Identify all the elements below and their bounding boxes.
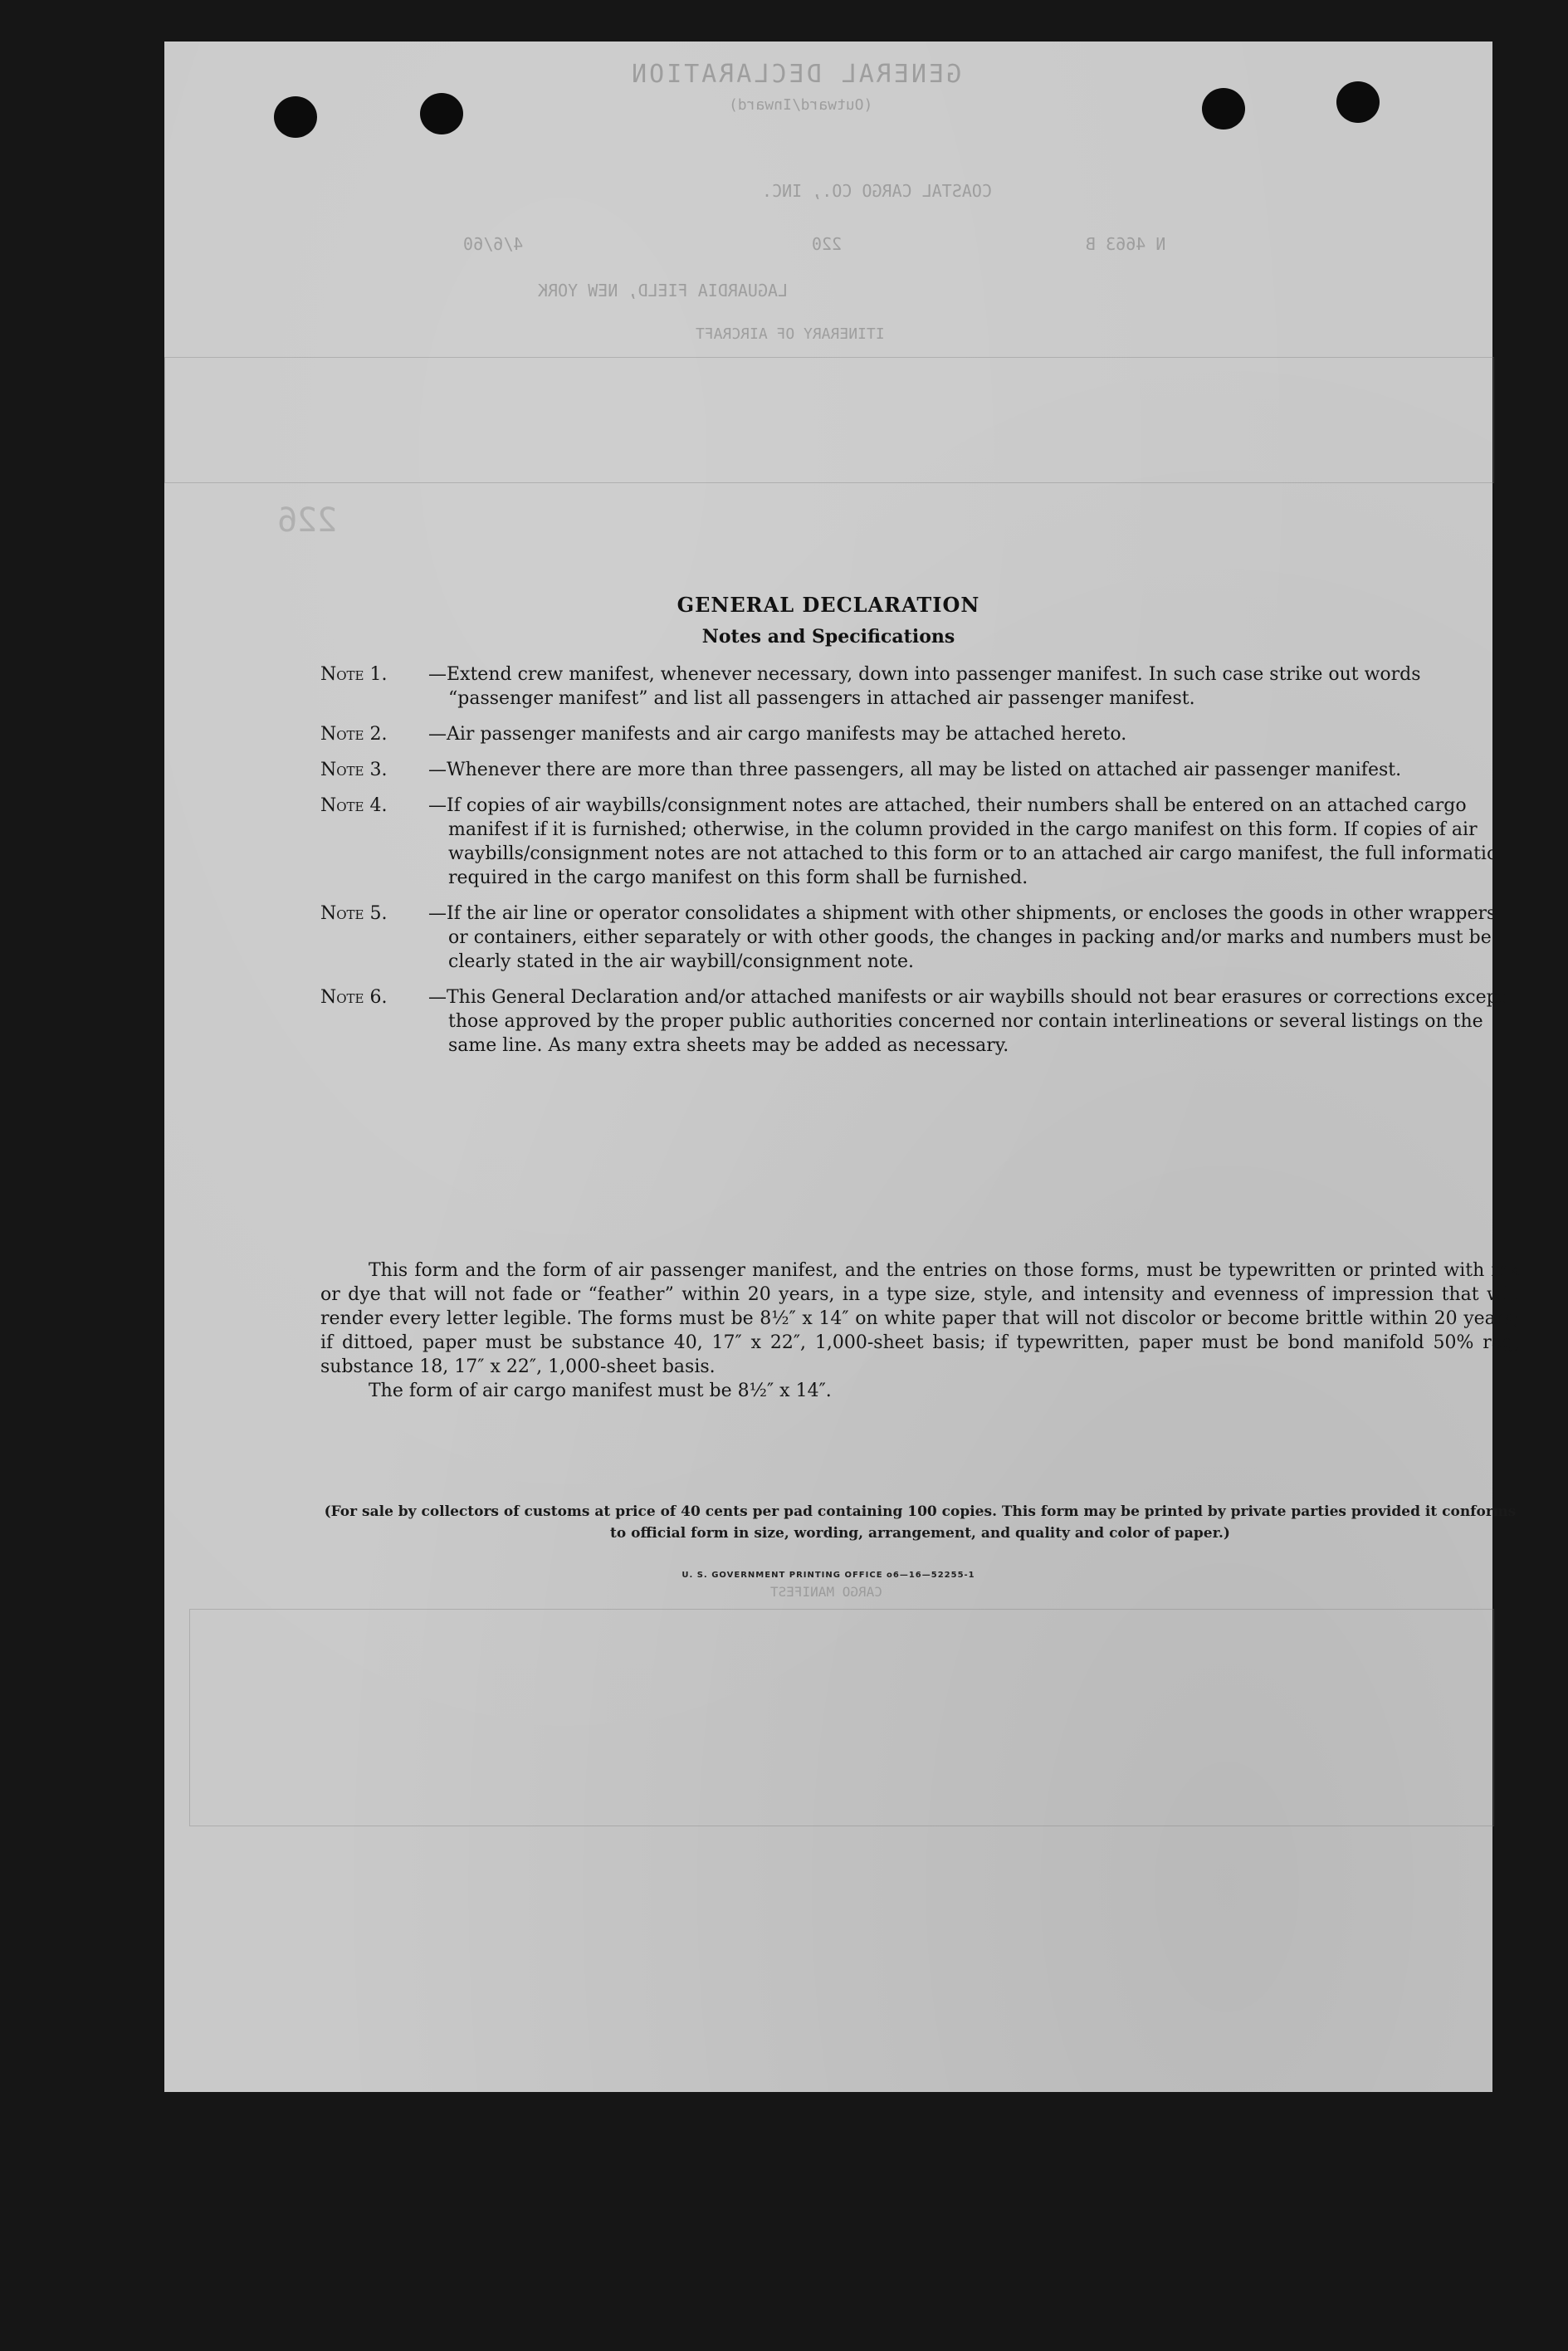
note-item (320, 794, 1520, 890)
sale-note: (For sale by collectors of customs at price of 40 cents per pad containing 100 copies. This form may be printed by private parties provided it conforms to official form in size, wording, arrangement, and quality and color of paper.) (324, 1503, 1517, 1542)
bleed-flight: 220 (812, 234, 843, 254)
bleed-cargo-title: CARGO MANIFEST (770, 1584, 882, 1600)
punch-hole (274, 96, 317, 138)
punch-hole (1336, 81, 1380, 123)
punch-hole (1202, 88, 1245, 130)
note-text: —Whenever there are more than three passengers, all may be listed on attached air passenger manifest. (428, 760, 1402, 780)
specification-text: This form and the form of air passenger manifest, and the entries on those forms, must be typewritten or printed with ink or dye that will not fade or “feather” within 20 years, in a type size, style, and intensity and evenness of impression that will render every letter legible. The forms must be 8½″ x 14″ on white paper that will not discolor or become brittle within 20 years; if dittoed, paper must be substance 40, 17″ x 22″, 1,000-sheet basis; if typewritten, paper must be bond manifold 50% rag, substance 18, 17″ x 22″, 1,000-sheet basis. (320, 1260, 1520, 1377)
note-label: Note 4. (320, 795, 388, 816)
note-item (320, 662, 1520, 711)
bleed-cargo-table (189, 1609, 1494, 1826)
bleed-aircraft: N 4663 B (1086, 234, 1166, 254)
note-item (320, 722, 1520, 746)
note-item (320, 985, 1520, 1058)
note-label: Note 3. (320, 760, 388, 780)
bleed-operator: COASTAL CARGO CO., INC. (762, 181, 992, 201)
bleed-stamp: 226 (277, 501, 338, 540)
bleed-itinerary-table (164, 357, 1494, 483)
note-label: Note 6. (320, 987, 388, 1008)
note-text: —Extend crew manifest, whenever necessary, down into passenger manifest. In such case strike out words “passenger manifest” and list all passengers in attached air passenger manifest. (428, 664, 1421, 709)
note-text: —Air passenger manifests and air cargo manifests may be attached hereto. (428, 724, 1127, 745)
note-label: Note 5. (320, 903, 388, 924)
cargo-form-size-text: The form of air cargo manifest must be 8½″ x 14″. (369, 1381, 832, 1401)
note-label: Note 2. (320, 724, 388, 745)
bleed-departure: LAGUARDIA FIELD, NEW YORK (538, 281, 789, 301)
printer-imprint: U. S. GOVERNMENT PRINTING OFFICE o6—16—52255-1 (681, 1571, 975, 1580)
punch-hole (420, 93, 463, 134)
notes-list (320, 662, 1520, 1069)
page-subtitle: Notes and Specifications (701, 626, 955, 648)
note-text: —If the air line or operator consolidates a shipment with other shipments, or encloses the goods in other wrappers or containers, either separately or with other goods, the changes in packing and/or marks and numbers must be clearly stated in the air waybill/consignment note. (428, 903, 1497, 972)
specification-paragraph (320, 1259, 1520, 1403)
note-text: —If copies of air waybills/consignment notes are attached, their numbers shall be entered on an attached cargo manifest if it is furnished; otherwise, in the column provided in the cargo manifest on this form. If copies of air waybills/consignment notes are not attached to this form or to an attached air cargo manifest, the full information required in the cargo manifest on this form shall be furnished. (428, 795, 1510, 888)
note-item (320, 758, 1520, 782)
bleed-date: 4/6/60 (463, 234, 524, 254)
bleed-itinerary: ITINERARY OF AIRCRAFT (696, 325, 885, 343)
bleed-header-sub: (Outward/Inward) (729, 96, 873, 114)
note-label: Note 1. (320, 664, 388, 685)
note-item (320, 902, 1520, 974)
page-title: GENERAL DECLARATION (677, 593, 980, 617)
note-text: —This General Declaration and/or attached manifests or air waybills should not bear erasures or corrections except those approved by the proper public authorities concerned nor contain interlineations or several listings on the same line. As many extra sheets may be added as necessary. (428, 987, 1506, 1056)
document-page (164, 42, 1520, 2092)
bleed-header: GENERAL DECLARATION (629, 60, 962, 89)
